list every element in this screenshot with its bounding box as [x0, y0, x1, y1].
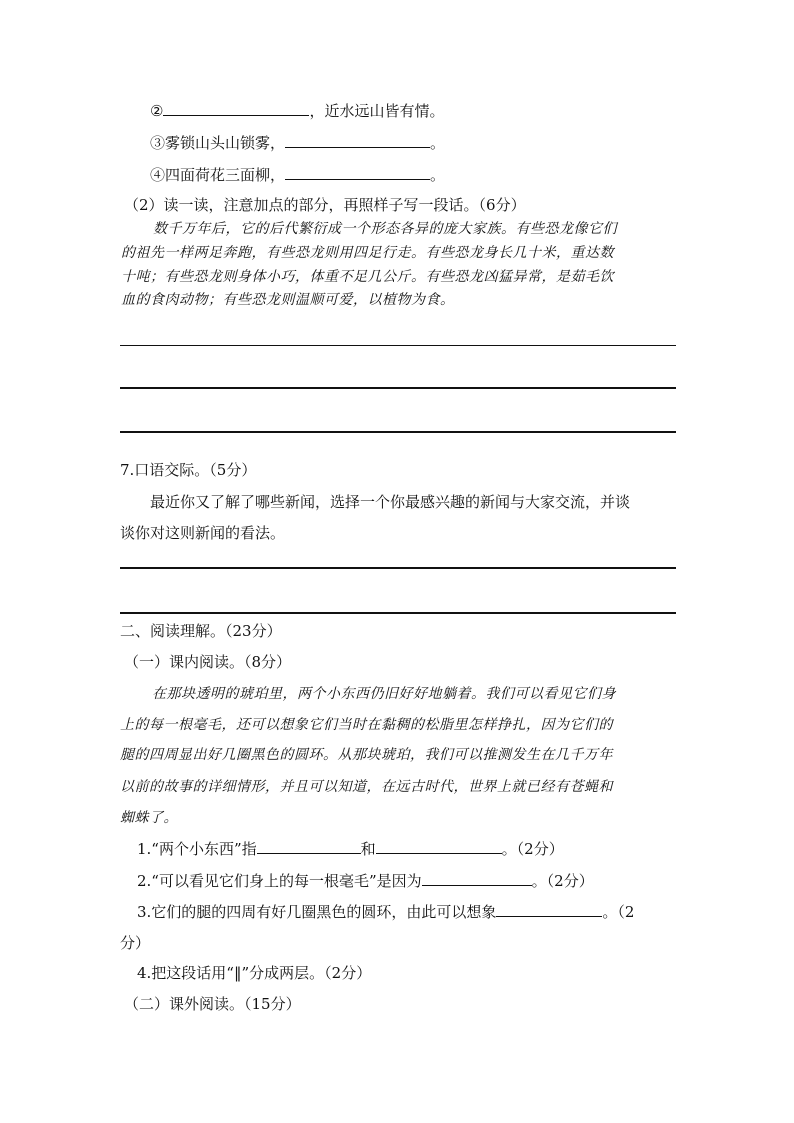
- poem-line-4: [150, 165, 445, 185]
- section2-title: 二、阅读理解。（23分）: [120, 622, 282, 640]
- reading-passage-line: 腿的四周显出好几圈黑色的圆环。从那块琥珀，我们可以推测发生在几千万年: [120, 747, 613, 763]
- q7-text-line1: 最近你又了解了哪些新闻，选择一个你最感兴趣的新闻与大家交流，并谈: [150, 493, 631, 511]
- poem-line-2-suffix: ，近水远山皆有情。: [309, 102, 445, 120]
- answer-blank[interactable]: [257, 839, 361, 854]
- answer-blank[interactable]: [376, 839, 502, 854]
- reading-question-4: 4.把这段话用“‖”分成两层。（2分）: [137, 964, 372, 982]
- section2-part2-title: （二）课外阅读。（15分）: [124, 995, 301, 1013]
- reading-question-3-cont: 分）: [120, 934, 151, 952]
- poem-line-2-prefix: ②: [150, 102, 164, 120]
- q2-passage-line: 血的食肉动物；有些恐龙则温顺可爱，以植物为食。: [121, 292, 455, 308]
- poem-line-4-suffix: 。: [430, 166, 446, 184]
- poem-line-3-suffix: 。: [430, 134, 446, 152]
- writing-line[interactable]: [120, 567, 676, 569]
- q7-title: 7.口语交际。（5分）: [120, 461, 257, 479]
- reading-passage-line: 在那块透明的琥珀里，两个小东西仍旧好好地躺着。我们可以看见它们身: [152, 686, 616, 702]
- writing-line[interactable]: [120, 431, 676, 433]
- q1-text-a: 1.“两个小东西”指: [137, 840, 257, 858]
- poem-line-3-prefix: ③雾锁山头山锁雾，: [150, 134, 286, 152]
- reading-question-1: [137, 839, 564, 859]
- reading-question-2: [137, 871, 594, 891]
- section2-part1-title: （一）课内阅读。（8分）: [124, 653, 292, 671]
- reading-question-3: [137, 902, 634, 922]
- poem-line-3: [150, 133, 445, 153]
- answer-blank[interactable]: [285, 165, 430, 180]
- reading-passage-line: 上的每一根毫毛，还可以想象它们当时在黏稠的松脂里怎样挣扎，因为它们的: [120, 717, 613, 733]
- poem-line-4-prefix: ④四面荷花三面柳，: [150, 166, 286, 184]
- answer-blank[interactable]: [496, 902, 602, 917]
- reading-passage-line: 蜘蛛了。: [120, 810, 178, 826]
- writing-line[interactable]: [120, 387, 676, 389]
- q7-text-line2: 谈你对这则新闻的看法。: [120, 524, 286, 542]
- q2-passage-line: 十吨；有些恐龙则身体小巧，体重不足几公斤。有些恐龙凶猛异常，是茹毛饮: [121, 269, 614, 285]
- q2r-text-b: 。（2分）: [531, 872, 594, 890]
- q3-text-b: 。（2: [602, 903, 635, 921]
- q2-passage-line: 的祖先一样两足奔跑，有些恐龙则用四足行走。有些恐龙身长几十米，重达数: [121, 245, 614, 261]
- poem-line-2: [150, 101, 444, 121]
- answer-blank[interactable]: [285, 133, 430, 148]
- writing-line[interactable]: [120, 345, 676, 346]
- q2-title: （2）读一读，注意加点的部分，再照样子写一段话。（6分）: [124, 196, 526, 214]
- answer-blank[interactable]: [422, 871, 532, 886]
- writing-line[interactable]: [120, 612, 676, 614]
- q1-text-b: 和: [360, 840, 376, 858]
- q1-text-c: 。（2分）: [501, 840, 564, 858]
- q2-passage-line: 数千万年后，它的后代繁衍成一个形态各异的庞大家族。有些恐龙像它们: [153, 221, 617, 237]
- answer-blank[interactable]: [163, 101, 309, 116]
- reading-passage-line: 以前的故事的详细情形，并且可以知道，在远古时代，世界上就已经有苍蝇和: [120, 779, 613, 795]
- q3-text-a: 3.它们的腿的四周有好几圈黑色的圆环，由此可以想象: [137, 903, 497, 921]
- q2r-text-a: 2.“可以看见它们身上的每一根毫毛”是因为: [137, 872, 422, 890]
